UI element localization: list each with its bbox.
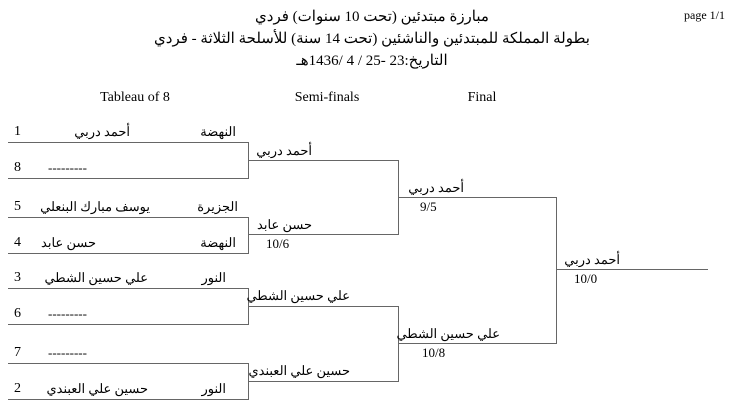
- col-heading-tableau: Tableau of 8: [100, 90, 170, 105]
- seed-number: 1: [14, 124, 21, 139]
- seed-number: 2: [14, 381, 21, 396]
- col-heading-semifinals: Semi-finals: [294, 90, 360, 105]
- col-heading-final: Final: [467, 90, 497, 105]
- club-name: النهضة: [200, 235, 236, 250]
- fencer-name: أحمد دربي: [74, 124, 130, 139]
- competition-title: مبارزة مبتدئين (تحت 10 سنوات) فردي: [255, 9, 489, 25]
- fencer-name: يوسف مبارك البنعلي: [40, 199, 150, 214]
- semi-fencer-name: حسين علي العبندي: [248, 363, 350, 378]
- final-fencer-name: علي حسين الشطي: [396, 326, 500, 341]
- semi-fencer-name: حسن عابد: [257, 217, 312, 232]
- club-name: النور: [201, 270, 226, 285]
- seed-number: 6: [14, 306, 21, 321]
- seed-number: 3: [14, 270, 21, 285]
- date-line: التاريخ:23 -25 / 4 /1436هـ: [296, 53, 448, 69]
- fencer-name-empty: ---------: [48, 345, 87, 360]
- fencer-name-empty: ---------: [48, 160, 87, 175]
- final-fencer-name: أحمد دربي: [408, 180, 464, 195]
- fencer-name: علي حسين الشطي: [44, 270, 148, 285]
- fencer-name: حسين علي العبندي: [46, 381, 148, 396]
- seed-number: 8: [14, 160, 21, 175]
- seed-number: 7: [14, 345, 21, 360]
- winner-name: أحمد دربي: [564, 252, 620, 267]
- club-name: النور: [201, 381, 226, 396]
- seed-number: 4: [14, 235, 21, 250]
- semi-fencer-name: علي حسين الشطي: [246, 288, 350, 303]
- club-name: الجزيرة: [197, 199, 238, 214]
- seed-number: 5: [14, 199, 21, 214]
- bout-score: 10/8: [422, 345, 446, 360]
- fencer-name: حسن عابد: [41, 235, 96, 250]
- semi-fencer-name: أحمد دربي: [256, 143, 312, 158]
- page-number: page 1/1: [684, 8, 725, 22]
- bout-score: 10/0: [574, 271, 598, 286]
- bout-score: 9/5: [420, 199, 437, 214]
- fencer-name-empty: ---------: [48, 306, 87, 321]
- club-name: النهضة: [200, 124, 236, 139]
- championship-title: بطولة المملكة للمبتدئين والناشئين (تحت 14 سنة) للأسلحة الثلاثة - فردي: [154, 31, 590, 47]
- bout-score: 10/6: [266, 236, 290, 251]
